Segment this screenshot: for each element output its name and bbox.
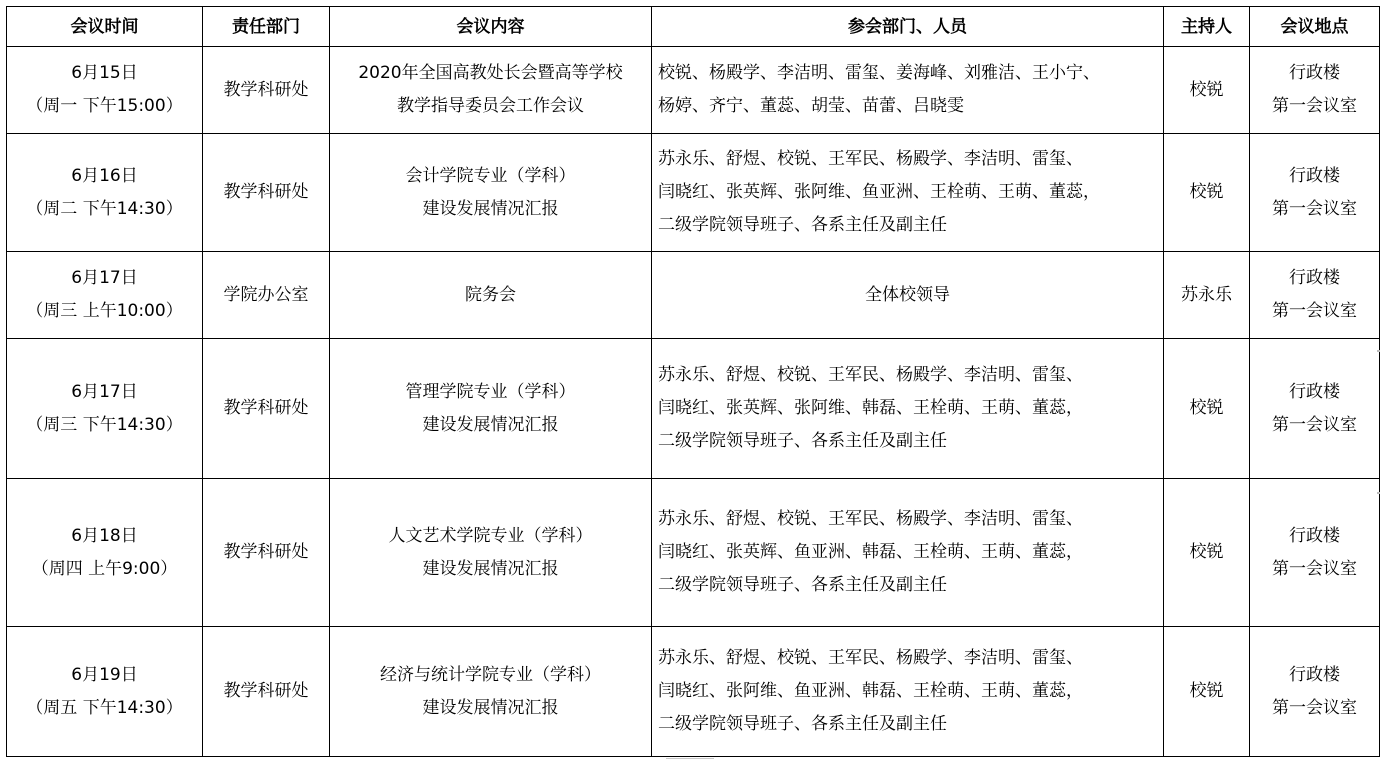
attendees-cell-line: 杨婷、齐宁、董蕊、胡莹、苗蕾、吕晓雯	[658, 96, 964, 116]
table-row	[7, 134, 1380, 252]
meeting-content-cell	[330, 479, 652, 627]
location-cell-line: 第一会议室	[1272, 301, 1357, 321]
attendees-cell-line: 二级学院领导班子、各系主任及副主任	[658, 215, 947, 235]
department-cell: 教学科研处	[203, 339, 330, 479]
department-cell: 教学科研处	[203, 479, 330, 627]
attendees-cell-line: 苏永乐、舒煜、校锐、王军民、杨殿学、李洁明、雷玺、	[658, 509, 1083, 529]
table-row	[7, 339, 1380, 479]
location-cell-line: 第一会议室	[1272, 198, 1357, 219]
attendees-cell-line: 苏永乐、舒煜、校锐、王军民、杨殿学、李洁明、雷玺、	[658, 365, 1083, 385]
attendees-cell-line: 二级学院领导班子、各系主任及副主任	[658, 575, 947, 595]
meeting-time-cell-line: （周四 上午9:00）	[31, 558, 178, 579]
attendees-cell-line: 校锐、杨殿学、李洁明、雷玺、姜海峰、刘雅洁、王小宁、	[658, 63, 1100, 83]
meeting-content-cell	[330, 627, 652, 757]
attendees-cell-line: 苏永乐、舒煜、校锐、王军民、杨殿学、李洁明、雷玺、	[658, 149, 1083, 169]
host-cell: 苏永乐	[1164, 252, 1250, 339]
location-cell	[1250, 134, 1380, 252]
edge-marker	[1377, 350, 1380, 352]
attendees-cell	[652, 252, 1164, 339]
meeting-content-cell-line: 建设发展情况汇报	[422, 198, 559, 219]
host-cell: 校锐	[1164, 339, 1250, 479]
header-attendees: 参会部门、人员	[652, 7, 1164, 47]
meeting-time-cell-line: （周五 下午14:30）	[26, 697, 183, 718]
department-cell: 教学科研处	[203, 627, 330, 757]
table-row	[7, 252, 1380, 339]
table-row	[7, 479, 1380, 627]
header-host: 主持人	[1164, 7, 1250, 47]
meeting-time-cell	[7, 479, 203, 627]
meeting-time-cell-line: （周三 上午10:00）	[26, 301, 183, 321]
meeting-time-cell-line: 6月15日	[71, 63, 138, 83]
location-cell	[1250, 252, 1380, 339]
meeting-content-cell	[330, 134, 652, 252]
meeting-time-cell-line: （周二 下午14:30）	[26, 198, 183, 219]
table-row	[7, 627, 1380, 757]
location-cell-line: 行政楼	[1289, 381, 1340, 402]
meeting-time-cell	[7, 339, 203, 479]
location-cell	[1250, 479, 1380, 627]
department-cell: 教学科研处	[203, 47, 330, 134]
meeting-content-cell	[330, 252, 652, 339]
meeting-content-cell-line: 管理学院专业（学科）	[405, 381, 576, 402]
location-cell	[1250, 339, 1380, 479]
location-cell-line: 第一会议室	[1272, 414, 1357, 435]
meeting-content-cell	[330, 47, 652, 134]
attendees-cell-line: 闫晓红、张英辉、张阿维、鱼亚洲、王栓萌、王萌、董蕊，	[658, 182, 1100, 202]
header-location: 会议地点	[1250, 7, 1380, 47]
header-row	[7, 7, 1380, 47]
meeting-time-cell-line: （周一 下午15:00）	[26, 96, 183, 116]
meeting-time-cell-line: （周三 下午14:30）	[26, 414, 183, 435]
attendees-cell-line: 闫晓红、张英辉、鱼亚洲、韩磊、王栓萌、王萌、董蕊，	[658, 542, 1083, 562]
edge-marker	[1377, 492, 1380, 494]
meeting-time-cell	[7, 252, 203, 339]
department-cell: 学院办公室	[203, 252, 330, 339]
meeting-time-cell-line: 6月16日	[71, 165, 138, 186]
attendees-cell-line: 苏永乐、舒煜、校锐、王军民、杨殿学、李洁明、雷玺、	[658, 648, 1083, 668]
header-content: 会议内容	[330, 7, 652, 47]
host-cell: 校锐	[1164, 479, 1250, 627]
attendees-cell-line: 二级学院领导班子、各系主任及副主任	[658, 431, 947, 451]
attendees-cell	[652, 47, 1164, 134]
header-time: 会议时间	[7, 7, 203, 47]
header-dept: 责任部门	[203, 7, 330, 47]
attendees-cell	[652, 479, 1164, 627]
meeting-time-cell-line: 6月17日	[71, 268, 138, 288]
location-cell-line: 第一会议室	[1272, 697, 1357, 718]
table-row	[7, 47, 1380, 134]
attendees-cell	[652, 627, 1164, 757]
location-cell	[1250, 627, 1380, 757]
attendees-cell-line: 闫晓红、张阿维、鱼亚洲、韩磊、王栓萌、王萌、董蕊，	[658, 681, 1083, 701]
host-cell: 校锐	[1164, 47, 1250, 134]
meeting-time-cell-line: 6月18日	[71, 525, 138, 546]
attendees-cell-line: 二级学院领导班子、各系主任及副主任	[658, 714, 947, 734]
location-cell	[1250, 47, 1380, 134]
meeting-schedule-table	[6, 6, 1380, 757]
location-cell-line: 行政楼	[1289, 664, 1340, 685]
meeting-content-cell-line: 2020年全国高教处长会暨高等学校	[358, 63, 623, 83]
host-cell: 校锐	[1164, 627, 1250, 757]
meeting-content-cell-line: 建设发展情况汇报	[422, 697, 559, 718]
meeting-time-cell	[7, 627, 203, 757]
meeting-content-cell-line: 会计学院专业（学科）	[405, 165, 576, 186]
meeting-content-cell-line: 建设发展情况汇报	[422, 558, 559, 579]
location-cell-line: 行政楼	[1289, 165, 1340, 186]
meeting-time-cell	[7, 47, 203, 134]
attendees-cell	[652, 134, 1164, 252]
attendees-cell	[652, 339, 1164, 479]
meeting-time-cell-line: 6月17日	[71, 381, 138, 402]
location-cell-line: 第一会议室	[1272, 558, 1357, 579]
meeting-content-cell-line: 院务会	[465, 284, 516, 305]
meeting-content-cell	[330, 339, 652, 479]
meeting-content-cell-line: 教学指导委员会工作会议	[397, 96, 584, 116]
attendees-cell-line: 闫晓红、张英辉、张阿维、韩磊、王栓萌、王萌、董蕊，	[658, 398, 1083, 418]
department-cell: 教学科研处	[203, 134, 330, 252]
meeting-content-cell-line: 建设发展情况汇报	[422, 414, 559, 435]
meeting-time-cell	[7, 134, 203, 252]
host-cell: 校锐	[1164, 134, 1250, 252]
meeting-time-cell-line: 6月19日	[71, 664, 138, 685]
meeting-content-cell-line: 经济与统计学院专业（学科）	[380, 664, 601, 685]
meeting-content-cell-line: 人文艺术学院专业（学科）	[388, 525, 593, 546]
location-cell-line: 行政楼	[1289, 63, 1340, 83]
location-cell-line: 行政楼	[1289, 268, 1340, 288]
attendees-cell-line: 全体校领导	[865, 284, 950, 305]
location-cell-line: 行政楼	[1289, 525, 1340, 546]
location-cell-line: 第一会议室	[1272, 96, 1357, 116]
